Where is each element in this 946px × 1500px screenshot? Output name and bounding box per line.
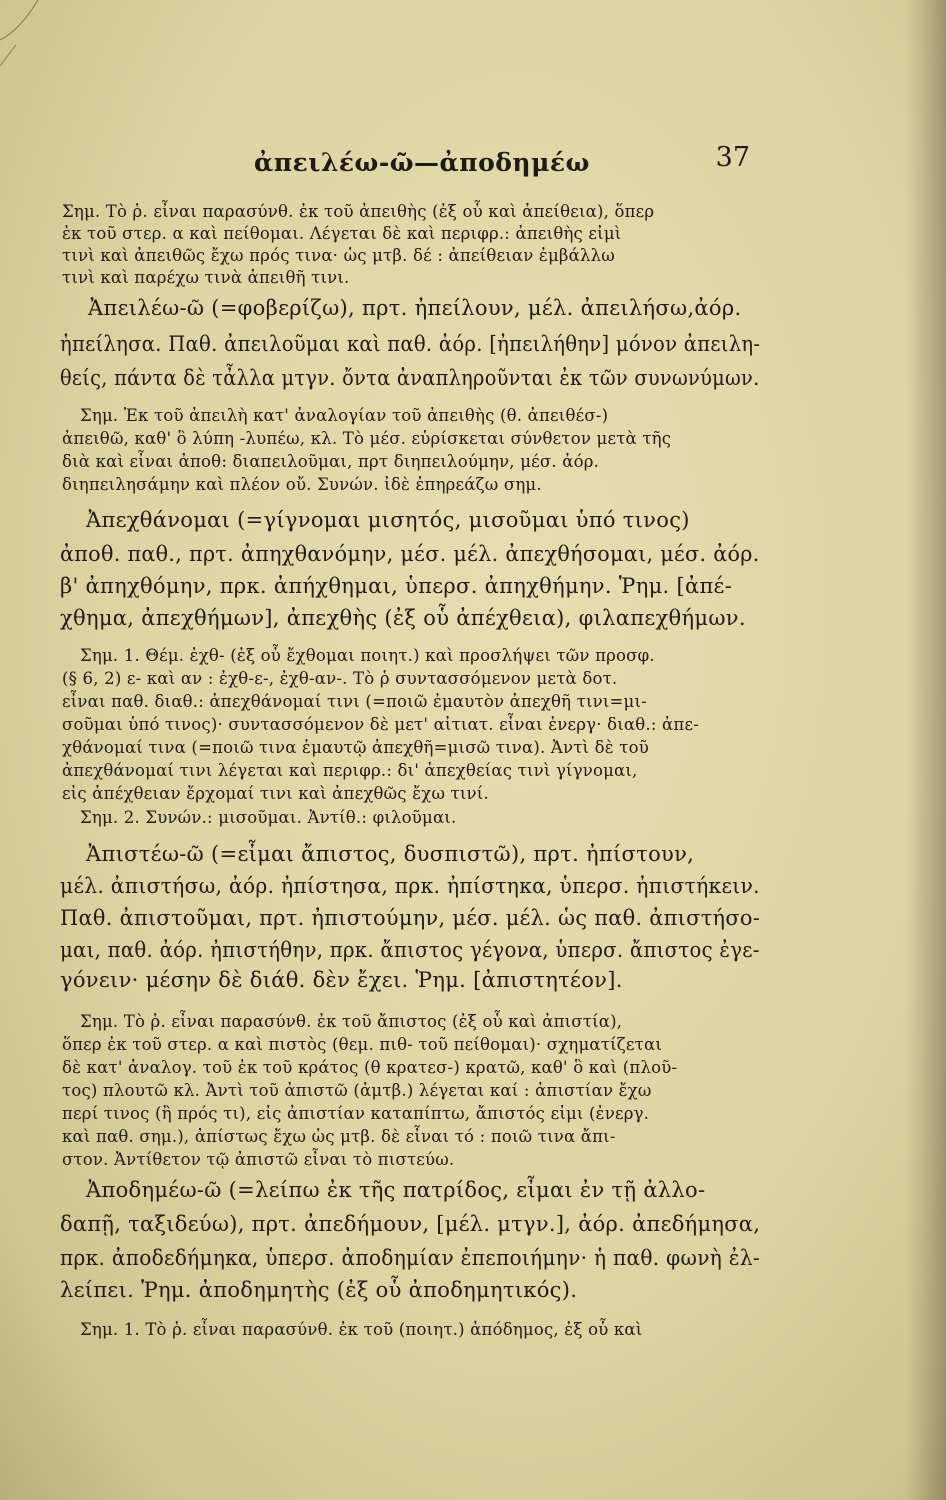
note-line: Σημ. 1. Θέμ. ἐχθ- (ἐξ οὗ ἔχθομαι ποιητ.) καὶ προσλήψει τῶν προσφ. xyxy=(80,646,655,665)
text-line: χθημα, ἀπεχθήμων], ἀπεχθὴς (ἐξ οὗ ἀπέχθεια), φιλαπεχθήμων. xyxy=(60,606,746,630)
text-line: λείπει. Ῥημ. ἀποδημητὴς (ἐξ οὗ ἀποδημητικός). xyxy=(60,1278,578,1302)
text-line: δαπῇ, ταξιδεύω), πρτ. ἀπεδήμουν, [μέλ. μτγν.], ἀόρ. ἀπεδήμησα, xyxy=(60,1212,761,1236)
text-line: εἰς ἀπέχθειαν ἔρχομαί τινι καὶ ἀπεχθῶς ἔχω τινί. xyxy=(62,784,489,803)
text-line: ἀποθ. παθ., πρτ. ἀπηχθανόμην, μέσ. μέλ. ἀπεχθήσομαι, μέσ. ἀόρ. xyxy=(60,542,760,566)
text-line: ἠπείλησα. Παθ. ἀπειλοῦμαι καὶ παθ. ἀόρ. [ἠπειλήθην] μόνον ἀπειλη- xyxy=(60,332,761,356)
text-line: β' ἀπηχθόμην, πρκ. ἀπήχθημαι, ὑπερσ. ἀπηχθήμην. Ῥημ. [ἀπέ- xyxy=(60,574,733,598)
text-line: (§ 6, 2) ε- καὶ αν : ἐχθ-ε-, ἐχθ-αν-. Τὸ ῥ συντασσόμενον μετὰ δοτ. xyxy=(62,669,618,688)
text-line: καὶ παθ. σημ.), ἀπίστως ἔχω ὡς μτβ. δὲ εἶναι τό : ποιῶ τινα ἄπι- xyxy=(62,1127,616,1146)
text-line: εἶναι παθ. διαθ.: ἀπεχθάνομαί τινι (=ποιῶ ἐμαυτὸν ἀπεχθῆ τινι=μι- xyxy=(62,692,647,711)
text-line: χθάνομαί τινα (=ποιῶ τινα ἐμαυτῷ ἀπεχθῆ=μισῶ τινα). Ἀντὶ δὲ τοῦ xyxy=(62,738,649,757)
text-line: Σημ. Τὸ ῥ. εἶναι παρασύνθ. ἐκ τοῦ ἀπειθὴς (ἐξ οὗ καὶ ἀπείθεια), ὅπερ xyxy=(62,202,655,221)
note-line: Σημ. Ἐκ τοῦ ἀπειλὴ κατ' ἀναλογίαν τοῦ ἀπειθὴς (θ. ἀπειθέσ-) xyxy=(80,406,609,425)
entry-headword-line: Ἀποδημέω-ῶ (=λείπω ἐκ τῆς πατρίδος, εἶμαι ἐν τῇ ἀλλο- xyxy=(86,1178,706,1202)
text-line: μαι, παθ. ἀόρ. ἠπιστήθην, πρκ. ἄπιστος γέγονα, ὑπερσ. ἄπιστος ἐγε- xyxy=(60,938,760,962)
text-line: ἐκ τοῦ στερ. α καὶ πείθομαι. Λέγεται δὲ καὶ περιφρ.: ἀπειθὴς εἰμὶ xyxy=(62,224,622,243)
entry-headword-line: Ἀπιστέω-ῶ (=εἶμαι ἄπιστος, δυσπιστῶ), πρτ. ἠπίστουν, xyxy=(86,842,695,866)
page-number: 37 xyxy=(715,142,750,173)
text-line: θείς, πάντα δὲ τἆλλα μτγν. ὄντα ἀναπληροῦνται ἐκ τῶν συνωνύμων. xyxy=(60,366,760,390)
page-header xyxy=(240,142,750,188)
entry-headword-line: Ἀπεχθάνομαι (=γίγνομαι μισητός, μισοῦμαι ὑπό τινος) xyxy=(86,508,690,532)
page-edge-shadow xyxy=(906,0,946,1500)
text-line: σοῦμαι ὑπό τινος)· συντασσόμενον δὲ μετ' αἰτιατ. εἶναι ἐνεργ· διαθ.: ἀπε- xyxy=(62,715,699,734)
corner-fold-mark xyxy=(0,0,60,70)
text-line: τος) πλουτῶ κλ. Ἀντὶ τοῦ ἀπιστῶ (ἀμτβ.) λέγεται καί : ἀπιστίαν ἔχω xyxy=(62,1081,652,1100)
text-line: διὰ καὶ εἶναι ἀποθ: διαπειλοῦμαι, πρτ διηπειλούμην, μέσ. ἀόρ. xyxy=(62,452,600,471)
text-line: ὅπερ ἐκ τοῦ στερ. α καὶ πιστὸς (θεμ. πιθ- τοῦ πείθομαι)· σχηματίζεται xyxy=(62,1035,663,1054)
text-line: πρκ. ἀποδεδήμηκα, ὑπερσ. ἀποδημίαν ἐπεποιήμην· ἡ παθ. φωνὴ ἐλ- xyxy=(60,1246,760,1270)
text-line: περί τινος (ἢ πρός τι), εἰς ἀπιστίαν καταπίπτω, ἄπιστός εἰμι (ἐνεργ. xyxy=(62,1104,650,1123)
text-line: δὲ κατ' ἀναλογ. τοῦ ἐκ τοῦ κράτος (θ κρατεσ-) κρατῶ, καθ' ὃ καὶ (πλοῦ- xyxy=(62,1058,678,1077)
text-line: τινὶ καὶ παρέχω τινὰ ἀπειθῆ τινι. xyxy=(62,268,350,287)
entry-headword-line: Ἀπειλέω-ῶ (=φοβερίζω), πρτ. ἠπείλουν, μέλ. ἀπειλήσω,ἀόρ. xyxy=(88,296,742,320)
text-line: μέλ. ἀπιστήσω, ἀόρ. ἠπίστησα, πρκ. ἠπίστηκα, ὑπερσ. ἠπιστήκειν. xyxy=(60,874,760,898)
text-line: τινὶ καὶ ἀπειθῶς ἔχω πρός τινα· ὡς μτβ. δέ : ἀπείθειαν ἐμβάλλω xyxy=(62,246,615,265)
running-head: ἀπειλέω-ῶ—ἀποδημέω xyxy=(254,148,590,177)
note-line: Σημ. 2. Συνών.: μισοῦμαι. Ἀντίθ.: φιλοῦμαι. xyxy=(80,808,457,827)
text-line: γόνειν· μέσην δὲ διάθ. δὲν ἔχει. Ῥημ. [ἀπιστητέον]. xyxy=(60,968,623,992)
text-line: ἀπειθῶ, καθ' ὃ λύπη -λυπέω, κλ. Τὸ μέσ. εὑρίσκεται σύνθετον μετὰ τῆς xyxy=(62,429,672,448)
text-line: στον. Ἀντίθετον τῷ ἀπιστῶ εἶναι τὸ πιστεύω. xyxy=(62,1150,455,1169)
note-line: Σημ. Τὸ ῥ. εἶναι παρασύνθ. ἐκ τοῦ ἄπιστος (ἐξ οὗ καὶ ἀπιστία), xyxy=(80,1012,623,1031)
text-line: Παθ. ἀπιστοῦμαι, πρτ. ἠπιστούμην, μέσ. μέλ. ὡς παθ. ἀπιστήσο- xyxy=(60,906,761,930)
text-line: ἀπεχθάνομαί τινι λέγεται καὶ περιφρ.: δι' ἀπεχθείας τινὶ γίγνομαι, xyxy=(62,761,638,780)
note-line: Σημ. 1. Τὸ ῥ. εἶναι παρασύνθ. ἐκ τοῦ (ποιητ.) ἀπόδημος, ἐξ οὗ καὶ xyxy=(80,1320,643,1339)
text-line: διηπειλησάμην καὶ πλέον οὔ. Συνών. ἰδὲ ἐπηρεάζω σημ. xyxy=(62,475,542,494)
